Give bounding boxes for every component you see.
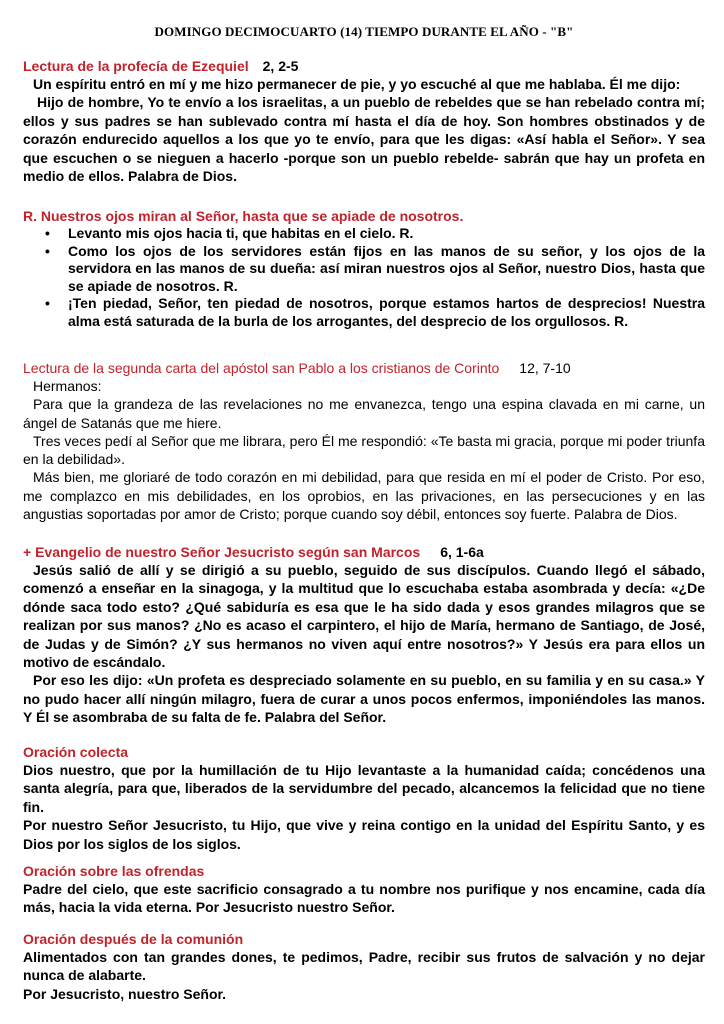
gospel-paragraph: Por eso les dijo: «Un profeta es despreciado solamente en su pueblo, en su familia y en su casa.» Y no pudo hacer allí ningún milagro, fuera de curar a unos pocos enfermos, imponiéndoles las manos. Y Él se asombraba de su falta de fe. Palabra del Señor. bbox=[23, 672, 705, 726]
psalm-verse-text: Levanto mis ojos hacia ti, que habitas en el cielo. R. bbox=[68, 225, 414, 241]
psalm-response: R. Nuestros ojos miran al Señor, hasta que se apiade de nosotros. bbox=[23, 208, 464, 224]
psalm-verse bbox=[23, 243, 705, 296]
psalm-verse-text: ¡Ten piedad, Señor, ten piedad de nosotros, porque estamos hartos de desprecios! Nuestra alma está saturada de la burla de los arrogantes, del desprecio de los orgullosos. R. bbox=[68, 295, 705, 329]
first-reading-ref: 2, 2-5 bbox=[262, 58, 299, 74]
second-reading-paragraph: Para que la grandeza de las revelaciones no me envanezca, tengo una espina clavada en mi carne, un ángel de Satanás que me hiere. bbox=[23, 396, 705, 431]
bullet-icon: • bbox=[45, 242, 50, 259]
psalm-verse bbox=[23, 225, 705, 243]
gospel-title: + Evangelio de nuestro Señor Jesucristo según san Marcos bbox=[23, 544, 421, 560]
collect-paragraph: Por nuestro Señor Jesucristo, tu Hijo, que vive y reina contigo en la unidad del Espíritu Santo, y es Dios por los siglos de los siglos. bbox=[23, 817, 705, 852]
psalm-verse-text: Como los ojos de los servidores están fijos en las manos de su señor, y los ojos de la servidora en las manos de su dueña: así miran nuestros ojos al Señor, nuestro Dios, hasta que se apiade de nosotros. R. bbox=[68, 242, 705, 294]
psalm-verse bbox=[23, 295, 705, 330]
offerings-paragraph: Padre del cielo, que este sacrificio consagrado a tu nombre nos purifique y nos encamine, cada día más, hacia la vida eterna. Por Jesucristo nuestro Señor. bbox=[23, 881, 705, 916]
second-reading-paragraph: Tres veces pedí al Señor que me librara, pero Él me respondió: «Te basta mi gracia, porque mi poder triunfa en la debilidad». bbox=[23, 432, 705, 468]
second-reading bbox=[23, 360, 705, 523]
collect-paragraph: Dios nuestro, que por la humillación de tu Hijo levantaste a la humanidad caída; concédenos una santa alegría, para que, liberados de la servidumbre del pecado, alcancemos la felicidad que no tiene fin. bbox=[23, 762, 705, 815]
second-reading-heading bbox=[23, 360, 705, 377]
communion-paragraph: Por Jesucristo, nuestro Señor. bbox=[23, 985, 227, 1002]
second-reading-ref: 12, 7-10 bbox=[519, 360, 571, 376]
communion-prayer bbox=[23, 931, 705, 1003]
page-title: DOMINGO DECIMOCUARTO (14) TIEMPO DURANTE EL AÑO - "B" bbox=[154, 24, 574, 39]
gospel-heading bbox=[23, 544, 705, 561]
psalm bbox=[23, 208, 705, 331]
collect-prayer bbox=[23, 744, 705, 853]
first-reading-heading bbox=[23, 58, 705, 75]
offerings-prayer bbox=[23, 863, 705, 917]
bullet-icon: • bbox=[45, 295, 50, 312]
first-reading-paragraph: Un espíritu entró en mí y me hizo permanecer de pie, y yo escuché al que me hablaba. Él me dijo: bbox=[33, 76, 681, 92]
offerings-heading: Oración sobre las ofrendas bbox=[23, 863, 205, 879]
collect-heading: Oración colecta bbox=[23, 744, 129, 760]
gospel bbox=[23, 544, 705, 727]
gospel-ref: 6, 1-6a bbox=[440, 544, 484, 560]
second-reading-paragraph: Más bien, me gloriaré de todo corazón en mi debilidad, para que resida en mí el poder de Cristo. Por eso, me complazco en mis debilidades, en los oprobios, en las privaciones, en las persecuciones y en las angustias soportadas por amor de Cristo; porque cuando soy débil, entonces soy fuerte. Palabra de Dios. bbox=[23, 469, 705, 523]
psalm-verses bbox=[23, 225, 705, 331]
second-reading-paragraph: Hermanos: bbox=[33, 378, 102, 394]
second-reading-title: Lectura de la segunda carta del apóstol san Pablo a los cristianos de Corinto bbox=[23, 360, 500, 376]
first-reading-paragraph: Hijo de hombre, Yo te envío a los israelitas, a un pueblo de rebeldes que se han rebelado contra mí; ellos y sus padres se han sublevado contra mí hasta el día de hoy. Son hombres obstinados y de corazón endurecido aquellos a los que yo te envío, para que les digas: «Así habla el Señor». Y sea que escuchen o se nieguen a hacerlo -porque son un pueblo rebelde- sabrán que hay un profeta en medio de ellos. Palabra de Dios. bbox=[23, 94, 705, 185]
communion-heading: Oración después de la comunión bbox=[23, 931, 244, 947]
first-reading bbox=[23, 58, 705, 185]
communion-paragraph: Alimentados con tan grandes dones, te pedimos, Padre, recibir sus frutos de salvación y no dejar nunca de alabarte. bbox=[23, 949, 705, 984]
bullet-icon: • bbox=[45, 225, 50, 241]
first-reading-title: Lectura de la profecía de Ezequiel bbox=[23, 58, 249, 74]
gospel-paragraph: Jesús salió de allí y se dirigió a su pueblo, seguido de sus discípulos. Cuando llegó el sábado, comenzó a enseñar en la sinagoga, y la multitud que lo escuchaba estaba asombrada y decía: «¿De dónde saca todo esto? ¿Qué sabiduría es esa que le ha sido dada y esos grandes milagros que se realizan por sus manos? ¿No es acaso el carpintero, el hijo de María, hermano de Santiago, de José, de Judas y de Simón? ¿Y sus hermanos no viven aquí entre nosotros?» Y Jesús era para ellos un motivo de escándalo. bbox=[23, 562, 705, 671]
